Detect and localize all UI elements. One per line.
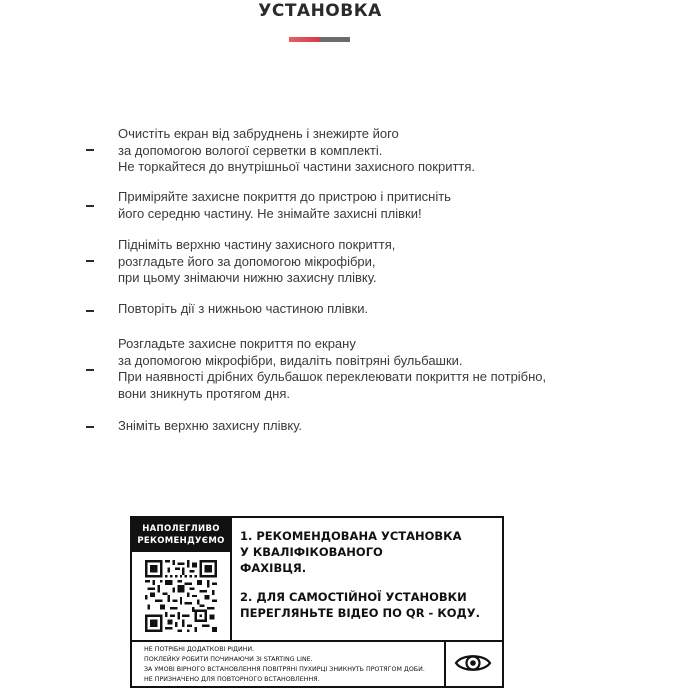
recommendation-line: У КВАЛІФІКОВАНОГО	[240, 545, 383, 559]
qr-code-icon[interactable]	[145, 560, 217, 632]
badge-line: НАПОЛЕГЛИВО	[142, 524, 220, 534]
underline-red-segment	[289, 37, 320, 42]
page-title: УСТАНОВКА	[258, 1, 382, 21]
step-2	[118, 189, 658, 222]
step-bullet-dash	[86, 260, 94, 262]
recommendation-line: 2. ДЛЯ САМОСТІЙНОЇ УСТАНОВКИ	[240, 590, 467, 604]
step-line: Приміряйте захисне покриття до пристрою і притисніть	[118, 189, 451, 204]
notes-list	[144, 645, 425, 685]
underline-grey-segment	[320, 37, 350, 42]
step-bullet-dash	[86, 426, 94, 428]
recommendation-line: ПЕРЕГЛЯНЬТЕ ВІДЕО ПО QR - КОДУ.	[240, 606, 480, 620]
recommendation-panel	[130, 516, 504, 688]
note-line: ПОКЛЕЙКУ РОБИТИ ПОЧИНАЮЧИ ЗІ STARTING LINE.	[144, 656, 313, 663]
step-line: Розгладьте захисне покриття по екрану	[118, 336, 356, 351]
step-line: Очистіть екран від забруднень і знежирте його	[118, 126, 399, 141]
note-line: НЕ ПРИЗНАЧЕНО ДЛЯ ПОВТОРНОГО ВСТАНОВЛЕННЯ.	[144, 676, 320, 683]
step-line: Зніміть верхню захисну плівку.	[118, 418, 303, 433]
step-3	[118, 237, 658, 287]
step-line: розгладьте його за допомогою мікрофібри,	[118, 253, 376, 269]
step-bullet-dash	[86, 310, 94, 312]
eye-icon-box	[444, 642, 502, 686]
step-line: за допомогою мікрофібри, видаліть повітряні бульбашки.	[118, 352, 463, 368]
note-line: НЕ ПОТРІБНІ ДОДАТКОВІ РІДИНИ.	[144, 646, 255, 653]
step-5	[118, 336, 658, 402]
step-bullet-dash	[86, 369, 94, 371]
step-bullet-dash	[86, 205, 94, 207]
note-line: ЗА УМОВІ ВІРНОГО ВСТАНОВЛЕННЯ ПОВІТРЯНІ ПУХИРЦІ ЗНИКНУТЬ ПРОТЯГОМ ДОБИ.	[144, 666, 425, 673]
step-4	[118, 301, 658, 318]
recommendation-line: ФАХІВЦЯ.	[240, 561, 307, 575]
eye-icon	[454, 651, 492, 675]
badge-line: РЕКОМЕНДУЄМО	[137, 536, 225, 546]
recommendation-text	[240, 528, 500, 621]
panel-notes-row	[132, 640, 502, 686]
step-line: При наявності дрібних бульбашок переклеювати покриття не потрібно,	[118, 369, 547, 384]
step-line: його середню частину. Не знімайте захисні плівки!	[118, 205, 422, 221]
step-line: при цьому знімаючи нижню захисну плівку.	[118, 270, 377, 285]
recommendation-line: 1. РЕКОМЕНДОВАНА УСТАНОВКА	[240, 529, 462, 543]
step-bullet-dash	[86, 149, 94, 151]
step-line: за допомогою вологої серветки в комплекті.	[118, 142, 383, 158]
title-underline	[289, 37, 350, 42]
panel-left-column	[132, 518, 232, 640]
step-line: Підніміть верхню частину захисного покриття,	[118, 237, 396, 252]
step-line: вони зникнуть протягом дня.	[118, 385, 291, 401]
step-1	[118, 126, 658, 176]
step-line: Не торкайтеся до внутрішньої частини захисного покриття.	[118, 159, 476, 174]
recommend-badge	[132, 518, 230, 552]
step-6	[118, 418, 658, 435]
step-line: Повторіть дії з нижньою частиною плівки.	[118, 301, 369, 316]
